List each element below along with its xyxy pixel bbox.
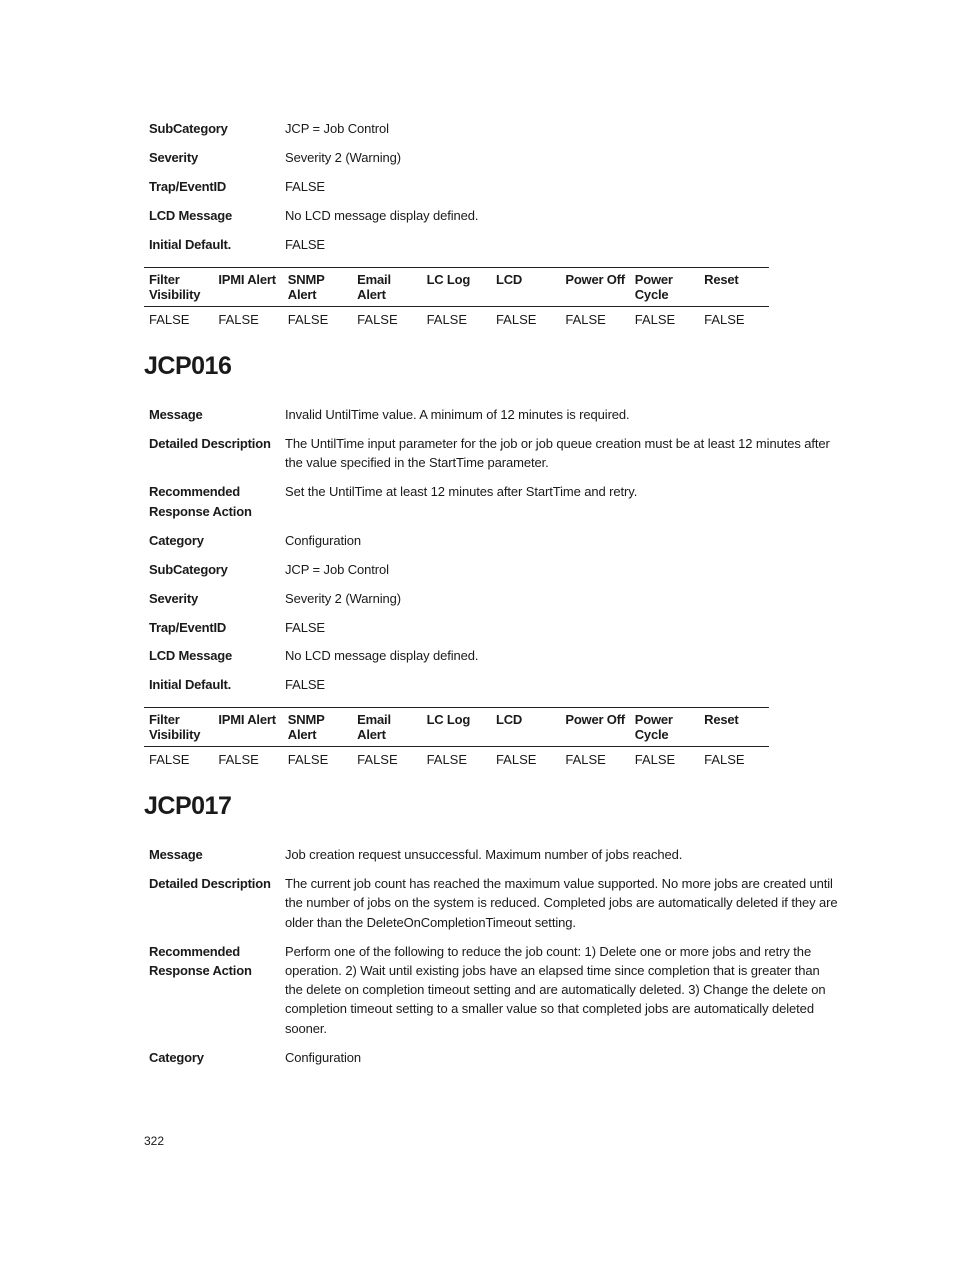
table-cell: FALSE [149, 312, 190, 327]
attribute-row [149, 531, 839, 550]
attribute-value: Configuration [285, 1049, 362, 1065]
table-row [144, 747, 769, 768]
table-header-cell: LC Log [426, 712, 471, 727]
top-attributes [149, 119, 839, 264]
attribute-value: No LCD message display defined. [285, 648, 479, 664]
attribute-value: Configuration [285, 532, 362, 548]
table-cell: FALSE [287, 752, 329, 767]
attribute-key: Detailed Description [149, 435, 271, 451]
attribute-row [149, 177, 839, 196]
table-header-cell: SNMP Alert [287, 712, 325, 742]
attribute-row [149, 589, 839, 608]
attribute-value: The current job count has reached the maximum value supported. No more jobs are created until the number of jobs on the system is reduced. Completed jobs are automatically deleted if they are older than the DeleteOnCompletionTimeout setting. [285, 875, 838, 930]
attribute-row [149, 646, 839, 665]
table-cell: FALSE [357, 752, 398, 767]
table-header-cell: LCD [495, 272, 523, 287]
attribute-key: Recommended Response Action [149, 943, 252, 978]
attribute-value: No LCD message display defined. [285, 207, 479, 223]
attribute-key: SubCategory [149, 561, 228, 577]
table-header-cell: Email Alert [357, 272, 391, 302]
attribute-value: FALSE [285, 178, 325, 194]
page-number: 322 [144, 1134, 165, 1148]
attribute-row [149, 405, 839, 424]
table-header-cell: SNMP Alert [287, 272, 325, 302]
attribute-value: FALSE [285, 236, 325, 252]
table-header-cell: Power Off [565, 712, 625, 727]
table-header-row [144, 268, 769, 307]
attribute-row [149, 618, 839, 637]
filter-table [144, 707, 769, 768]
jcp017-attributes [149, 845, 839, 1077]
jcp016-attributes [149, 405, 839, 704]
attribute-row [149, 119, 839, 138]
section-heading: JCP017 [144, 792, 232, 820]
table-cell: FALSE [495, 752, 537, 767]
attribute-row [149, 235, 839, 254]
table-header-cell: Email Alert [357, 712, 391, 742]
attribute-row [149, 942, 839, 1038]
attribute-key: Severity [149, 590, 198, 606]
attribute-key: Initial Default. [149, 236, 232, 252]
attribute-row [149, 560, 839, 579]
attribute-value: JCP = Job Control [285, 121, 389, 136]
table-cell: FALSE [218, 312, 259, 327]
attribute-key: Severity [149, 149, 198, 165]
table-header-cell: Reset [704, 712, 739, 727]
table-cell: FALSE [357, 312, 398, 327]
attribute-row [149, 675, 839, 694]
table-cell: FALSE [287, 312, 329, 327]
attribute-row [149, 206, 839, 225]
attribute-value: Job creation request unsuccessful. Maximum number of jobs reached. [285, 847, 683, 862]
table-header-cell: Filter Visibility [149, 272, 201, 302]
attribute-value: JCP = Job Control [285, 561, 389, 577]
attribute-row [149, 845, 839, 864]
attribute-key: LCD Message [149, 648, 233, 664]
attribute-key: SubCategory [149, 121, 228, 136]
attribute-key: Recommended Response Action [149, 484, 252, 519]
table-header-cell: Power Cycle [634, 272, 673, 302]
attribute-key: Category [149, 1049, 204, 1065]
attribute-value: FALSE [285, 619, 325, 635]
section-heading: JCP016 [144, 352, 232, 380]
table-header-cell: Reset [704, 272, 739, 287]
attribute-key: Category [149, 532, 204, 548]
attribute-key: Trap/EventID [149, 619, 227, 635]
attribute-value: The UntilTime input parameter for the job or job queue creation must be at least 12 minutes after the value specified in the StartTime parameter. [285, 435, 830, 471]
attribute-row [149, 434, 839, 473]
attribute-key: Detailed Description [149, 875, 271, 891]
table-header-cell: LC Log [426, 272, 471, 287]
attribute-value: Severity 2 (Warning) [285, 149, 401, 165]
attribute-row [149, 148, 839, 167]
table-cell: FALSE [704, 312, 745, 327]
table-cell: FALSE [634, 752, 676, 767]
attribute-row [149, 482, 839, 521]
attribute-row [149, 1048, 839, 1067]
attribute-key: Message [149, 847, 203, 862]
table-header-row [144, 708, 769, 747]
attribute-value: Invalid UntilTime value. A minimum of 12 minutes is required. [285, 407, 630, 422]
table-cell: FALSE [426, 752, 468, 767]
table-cell: FALSE [704, 752, 745, 767]
attribute-key: LCD Message [149, 207, 233, 223]
table-cell: FALSE [634, 312, 676, 327]
attribute-key: Message [149, 407, 203, 422]
attribute-value: Perform one of the following to reduce the job count: 1) Delete one or more jobs and retry the operation. 2) Wait until existing jobs have an elapsed time since completion that is greater than the delete on completion timeout setting and are automatically deleted. 3) Change the delete on completion timeout setting to a smaller value so that completed jobs are automatically deleted sooner. [285, 943, 826, 1036]
attribute-value: Set the UntilTime at least 12 minutes after StartTime and retry. [285, 484, 638, 500]
table-cell: FALSE [565, 312, 606, 327]
table-cell: FALSE [218, 752, 259, 767]
table-header-cell: IPMI Alert [218, 272, 276, 287]
table-cell: FALSE [495, 312, 537, 327]
table-header-cell: Power Off [565, 272, 625, 287]
table-header-cell: LCD [495, 712, 523, 727]
attribute-key: Trap/EventID [149, 178, 227, 194]
table-cell: FALSE [149, 752, 190, 767]
table-row [144, 307, 769, 328]
table-header-cell: IPMI Alert [218, 712, 276, 727]
attribute-value: FALSE [285, 677, 325, 693]
table-cell: FALSE [565, 752, 606, 767]
attribute-key: Initial Default. [149, 677, 232, 693]
table-header-cell: Power Cycle [634, 712, 673, 742]
attribute-row [149, 874, 839, 932]
filter-table [144, 267, 769, 328]
attribute-value: Severity 2 (Warning) [285, 590, 401, 606]
table-header-cell: Filter Visibility [149, 712, 201, 742]
table-cell: FALSE [426, 312, 468, 327]
